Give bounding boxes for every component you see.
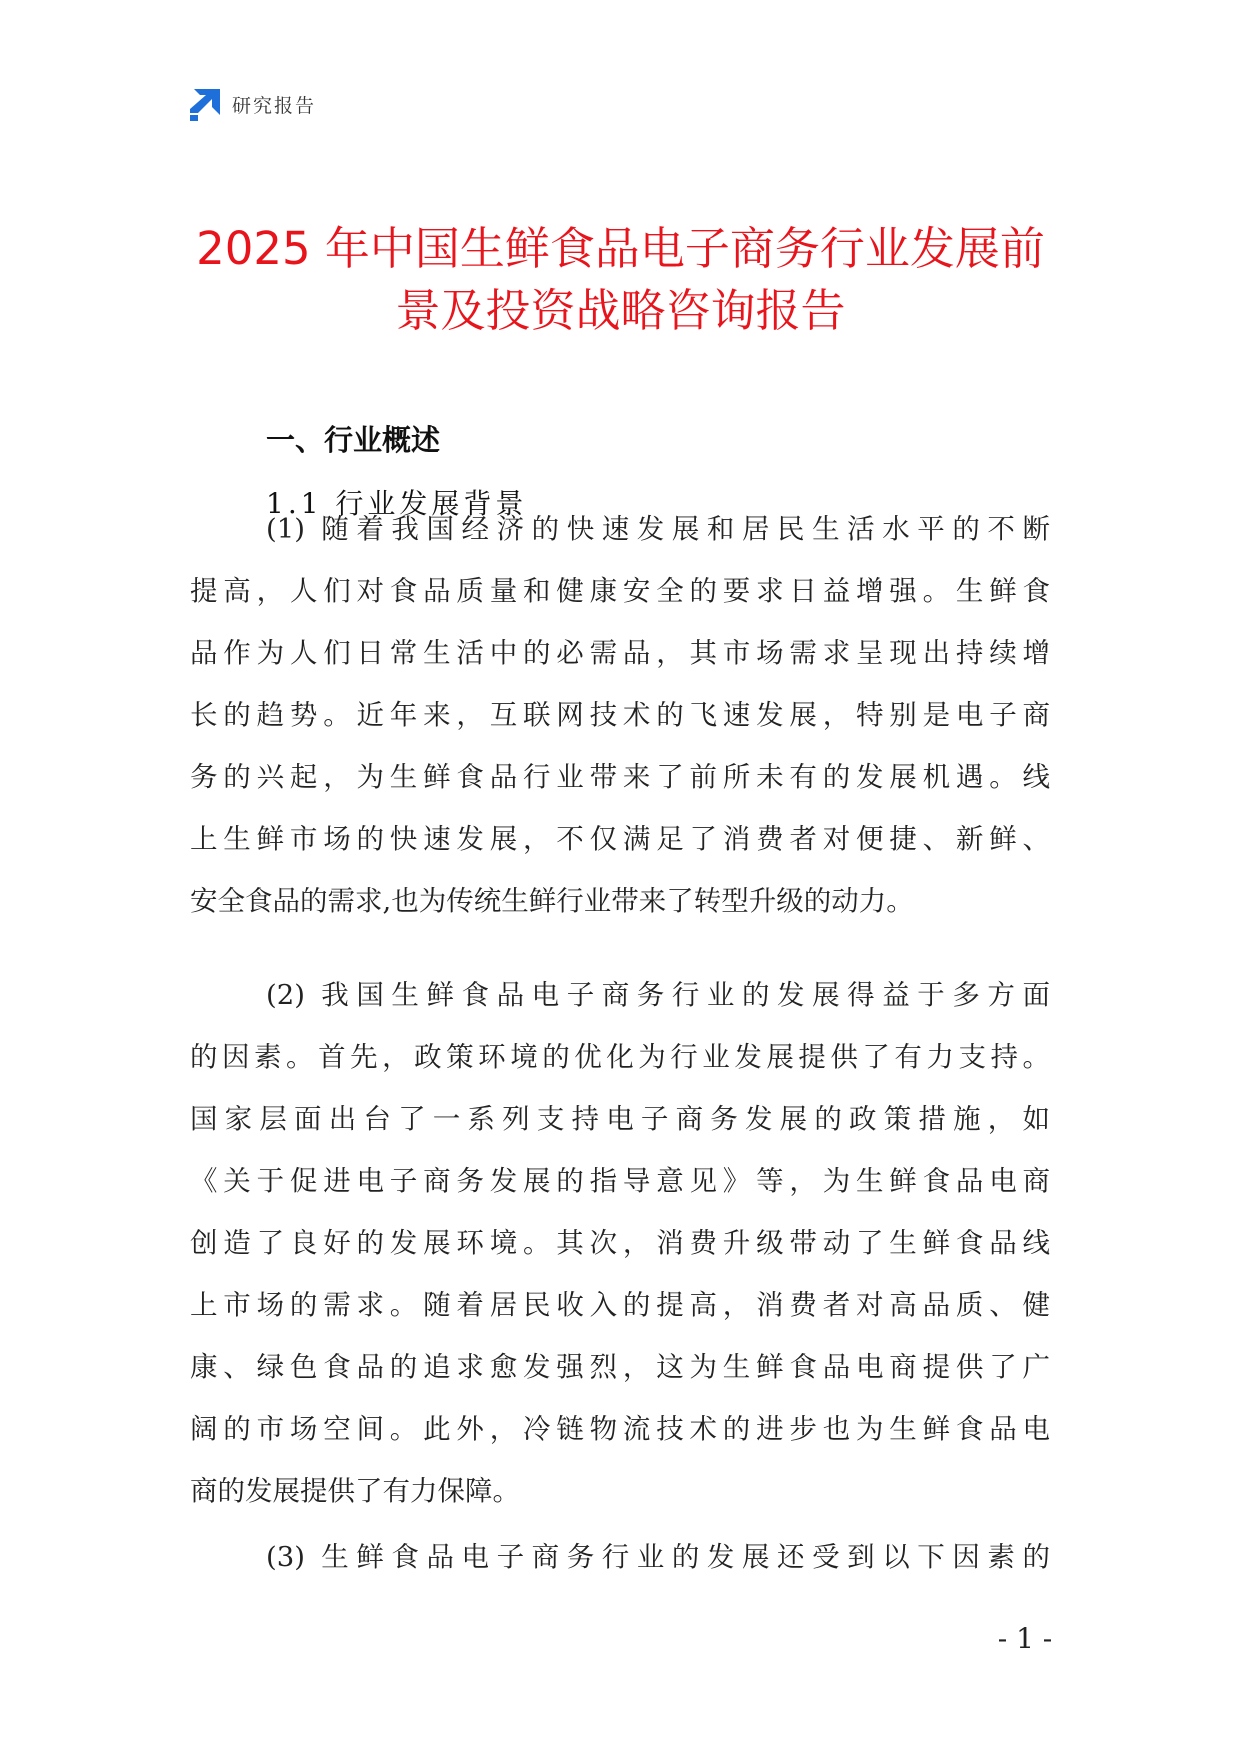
paragraph-line: 品作为人们日常生活中的必需品，其市场需求呈现出持续增: [190, 637, 1050, 669]
paragraph-line: 康、绿色食品的追求愈发强烈，这为生鲜食品电商提供了广: [190, 1351, 1050, 1383]
paragraph-line: 提高，人们对食品质量和健康安全的要求日益增强。生鲜食: [190, 575, 1050, 607]
paragraph-line: 国家层面出台了一系列支持电子商务发展的政策措施，如: [190, 1103, 1050, 1135]
section-heading: 一、行业概述: [266, 423, 441, 457]
paragraph-line: 长的趋势。近年来，互联网技术的飞速发展，特别是电子商: [190, 699, 1050, 731]
paragraph-line: 《关于促进电子商务发展的指导意见》等，为生鲜食品电商: [190, 1165, 1050, 1197]
title-line-1: 2025 年中国生鲜食品电子商务行业发展前: [196, 222, 1045, 275]
report-title: [150, 218, 1091, 342]
arrow-up-right-icon: [188, 87, 222, 121]
paragraph-line: (1) 随着我国经济的快速发展和居民生活水平的不断: [266, 513, 1050, 545]
paragraph-line: 的因素。首先，政策环境的优化为行业发展提供了有力支持。: [190, 1041, 1050, 1073]
paragraph-3: [190, 1526, 1050, 1588]
paragraph-line: (3) 生鲜食品电子商务行业的发展还受到以下因素的: [266, 1541, 1050, 1573]
paragraph-line: 上生鲜市场的快速发展，不仅满足了消费者对便捷、新鲜、: [190, 823, 1050, 855]
report-header: [188, 86, 316, 122]
header-label: 研究报告: [232, 94, 317, 117]
page-number: - 1 -: [997, 1622, 1053, 1655]
paragraph-line: 商的发展提供了有力保障。: [190, 1475, 520, 1507]
subheading: 1.1 行业发展背景: [266, 487, 528, 520]
paragraph-line: 务的兴起，为生鲜食品行业带来了前所未有的发展机遇。线: [190, 761, 1050, 793]
paragraph-1: [190, 498, 1050, 932]
title-line-2: 景及投资战略咨询报告: [395, 284, 846, 337]
paragraph-line: 创造了良好的发展环境。其次，消费升级带动了生鲜食品线: [190, 1227, 1050, 1259]
paragraph-line: 阔的市场空间。此外，冷链物流技术的进步也为生鲜食品电: [190, 1413, 1050, 1445]
paragraph-line: 上市场的需求。随着居民收入的提高，消费者对高品质、健: [190, 1289, 1050, 1321]
paragraph-line: 安全食品的需求,也为传统生鲜行业带来了转型升级的动力。: [190, 885, 914, 917]
paragraph-line: (2) 我国生鲜食品电子商务行业的发展得益于多方面: [266, 979, 1050, 1011]
paragraph-2: [190, 964, 1050, 1522]
